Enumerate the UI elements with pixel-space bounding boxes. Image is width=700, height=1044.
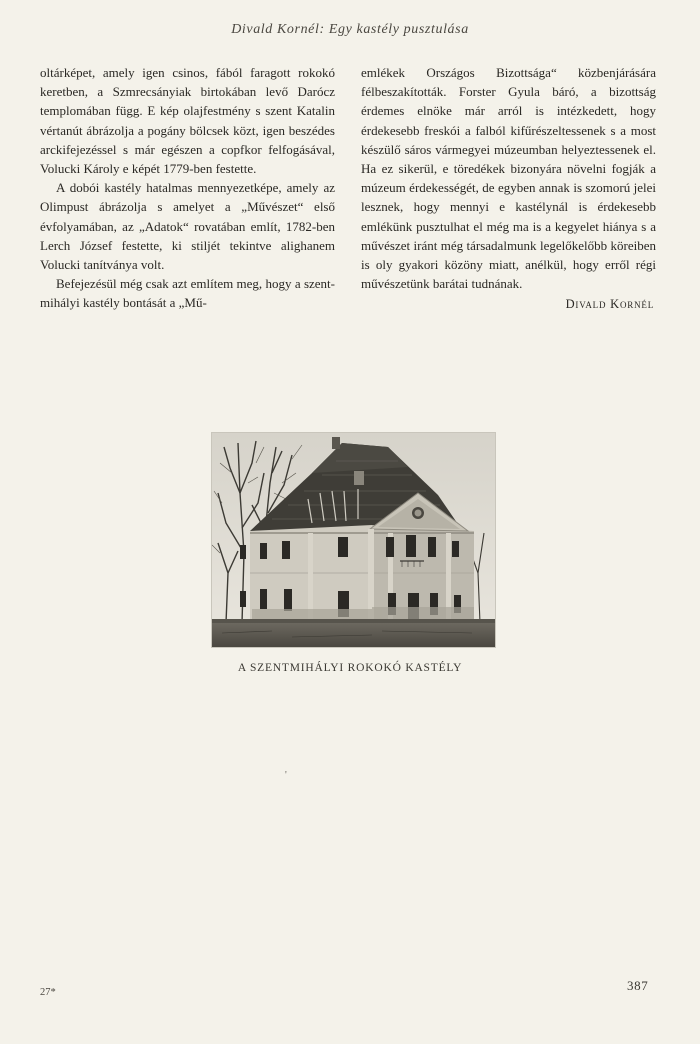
figure-caption: A SZENTMIHÁLYI ROKOKÓ KASTÉLY xyxy=(237,662,463,674)
castle-photograph xyxy=(211,432,496,648)
signature-mark: 27* xyxy=(40,987,56,998)
right-column xyxy=(361,63,656,315)
paragraph: emlékek Országos Bizottsága“ közbenjárására félbeszakították. Forster Gyula báró, a bizottság érdemes elnöke már arról is intézkedett, hogy érdekesebb freskói a falból kifűrészeltessenek s a most készülő sáros vármegyei múzeumban helyeztessenek el. Ha ez sikerül, e töredékek bizonyára növelni fogják a múzeum érdekességét, de egyben annak is szomorú jelei lesznek, hogy mennyi e kastélynál is érdekesebb emlékünk pusztulhat el még ma is a kegyelet hiánya s a művészet iránt még társadalmunk legelőkelőbb köreiben is oly gyakori közöny miatt, anélkül, hogy erről régi művészetünk barátai tudnának. xyxy=(361,65,656,292)
author-signature: Divald Kornél xyxy=(565,297,654,312)
paragraph: A dobói kastély hatalmas mennyezetképe, amely az Olimpust ábrázolja s amelyet a „Művészet“ első évfolyamában, az „Adatok“ rovatában említ, 1782-ben Lerch József festette, ki stiljét tekintve alighanem Volucki tanítványa volt. xyxy=(40,180,335,273)
paragraph: Befejezésül még csak azt említem meg, hogy a szent-mihályi kastély bontását a „Mű- xyxy=(40,276,335,311)
paragraph: oltárképet, amely igen csinos, fából faragott rokokó keretben, a Szmrecsányiak birtokában levő Darócz templomában függ. E kép olajfestmény s szent Katalin vértanút ábrázolja a pogány bölcsek közt, igen beszédes arckifejezéssel s már egészen a copfkor felfogásával, Volucki Károly e képét 1779-ben festette. xyxy=(40,65,335,177)
left-column xyxy=(40,63,335,313)
running-head: Divald Kornél: Egy kastély pusztulása xyxy=(231,22,469,37)
page-number: 387 xyxy=(627,978,649,993)
stray-mark: ' xyxy=(285,770,287,781)
